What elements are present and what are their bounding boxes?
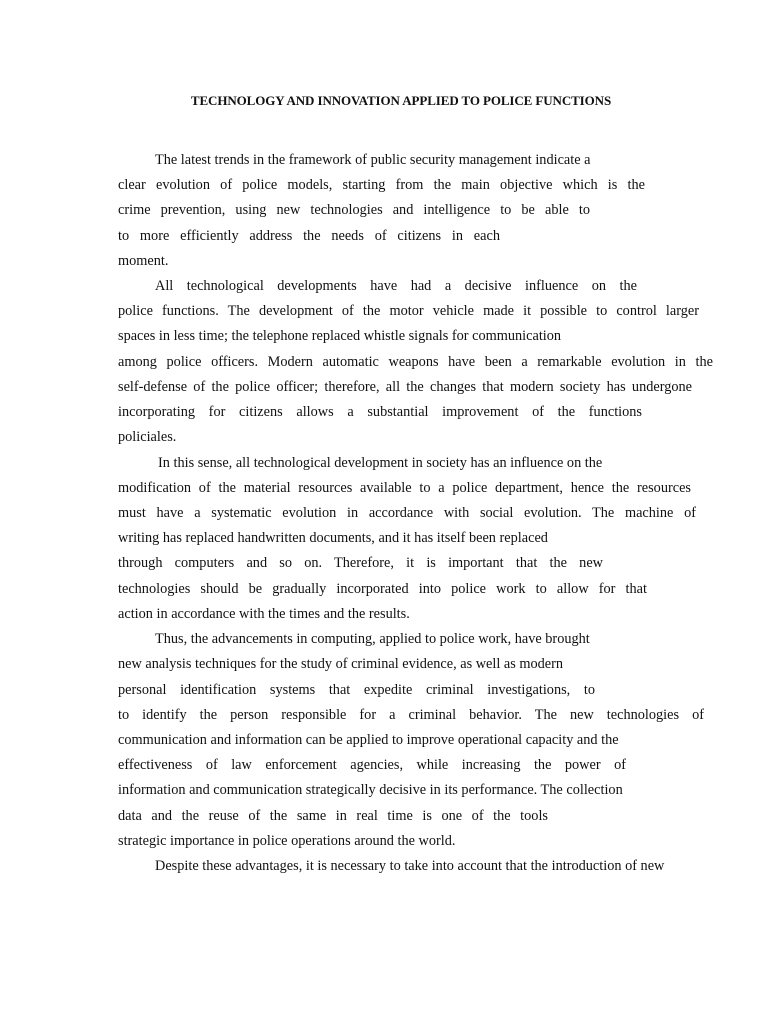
text-line: through computers and so on. Therefore, it is important that the new	[118, 555, 603, 571]
document-title: TECHNOLOGY AND INNOVATION APPLIED TO POLICE FUNCTIONS	[190, 93, 612, 108]
text-line: Thus, the advancements in computing, applied to police work, have brought	[155, 631, 590, 647]
text-line: In this sense, all technological development in society has an influence on the	[158, 455, 603, 471]
text-line: modification of the material resources available to a police department, hence the resources	[118, 480, 691, 496]
text-line: self-defense of the police officer; therefore, all the changes that modern society has undergone	[118, 379, 692, 395]
text-line: spaces in less time; the telephone replaced whistle signals for communication	[118, 328, 562, 344]
text-line: effectiveness of law enforcement agencies, while increasing the power of	[118, 757, 626, 773]
text-line: The latest trends in the framework of public security management indicate a	[155, 152, 591, 168]
text-line: communication and information can be applied to improve operational capacity and the	[118, 732, 619, 748]
text-line: police functions. The development of the motor vehicle made it possible to control larger	[118, 303, 699, 319]
text-line: policiales.	[118, 429, 177, 445]
text-line: writing has replaced handwritten documents, and it has itself been replaced	[118, 530, 548, 546]
text-line: technologies should be gradually incorporated into police work to allow for that	[118, 581, 647, 597]
text-line: strategic importance in police operations around the world.	[118, 833, 456, 849]
text-line: data and the reuse of the same in real time is one of the tools	[118, 808, 548, 824]
text-line: clear evolution of police models, starting from the main objective which is the	[118, 177, 645, 193]
text-line: among police officers. Modern automatic weapons have been a remarkable evolution in the	[118, 354, 713, 370]
text-line: personal identification systems that expedite criminal investigations, to	[118, 682, 595, 698]
text-line: incorporating for citizens allows a substantial improvement of the functions	[118, 404, 642, 420]
text-line: to more efficiently address the needs of citizens in each	[118, 228, 500, 244]
text-line: to identify the person responsible for a criminal behavior. The new technologies of	[118, 707, 704, 723]
text-line: Despite these advantages, it is necessary to take into account that the introduction of new	[155, 858, 665, 874]
text-line: moment.	[118, 253, 169, 269]
text-line: crime prevention, using new technologies and intelligence to be able to	[118, 202, 590, 218]
text-line: information and communication strategically decisive in its performance. The collection	[118, 782, 623, 798]
text-line: action in accordance with the times and the results.	[118, 606, 410, 622]
text-line: new analysis techniques for the study of criminal evidence, as well as modern	[118, 656, 564, 672]
text-line: All technological developments have had a decisive influence on the	[155, 278, 637, 294]
text-line: must have a systematic evolution in accordance with social evolution. The machine of	[118, 505, 696, 521]
